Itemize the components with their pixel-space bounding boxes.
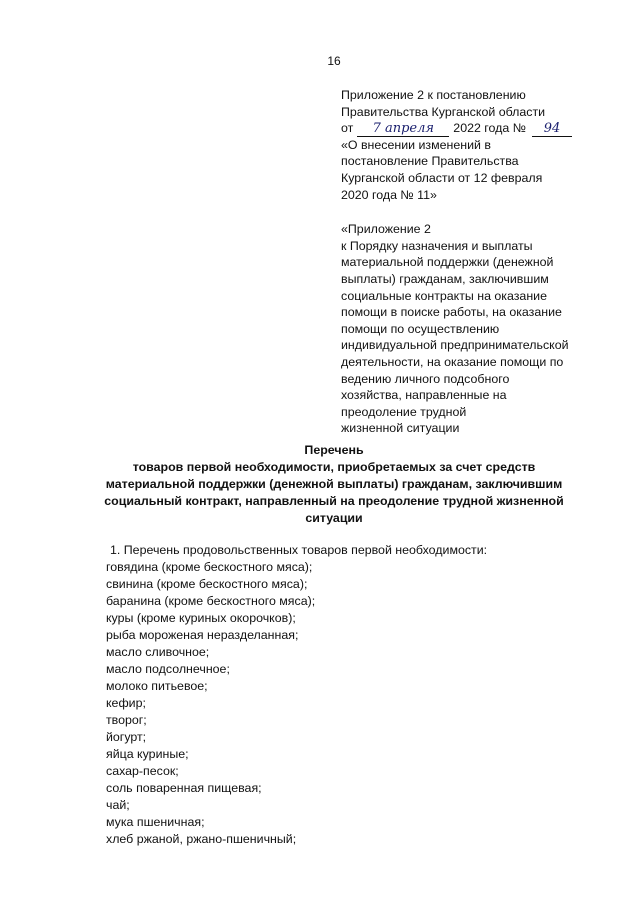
resolution-title-line: Курганской области от 12 февраля bbox=[341, 170, 543, 185]
appendix-header bbox=[341, 87, 621, 437]
list-item: йогурт; bbox=[106, 730, 147, 744]
sub-appendix-line: материальной поддержки (денежной bbox=[341, 255, 554, 270]
list-item: молоко питьевое; bbox=[106, 679, 208, 693]
sub-appendix-line: «Приложение 2 bbox=[341, 222, 431, 237]
sub-appendix-line: жизненной ситуации bbox=[341, 421, 460, 436]
title-line: Перечень bbox=[304, 443, 364, 457]
resolution-title-line: 2020 года № 11» bbox=[341, 187, 437, 202]
list-item: говядина (кроме бескостного мяса); bbox=[106, 560, 313, 574]
title-line: ситуации bbox=[305, 511, 363, 525]
sub-appendix-line: деятельности, на оказание помощи по bbox=[341, 354, 564, 369]
sub-appendix-line: социальные контракты на оказание bbox=[341, 288, 547, 303]
document-title bbox=[60, 442, 608, 527]
list-item: мука пшеничная; bbox=[106, 815, 205, 829]
sub-appendix-line: преодоление трудной bbox=[341, 404, 467, 419]
resolution-date-line bbox=[341, 120, 621, 137]
title-line: товаров первой необходимости, приобретаемых за счет средств bbox=[132, 460, 536, 474]
goods-list bbox=[108, 542, 588, 848]
resolution-title-line: «О внесении изменений в bbox=[341, 137, 491, 152]
sub-appendix-line: помощи по осуществлению bbox=[341, 321, 500, 336]
list-heading: 1. Перечень продовольственных товаров первой необходимости: bbox=[110, 543, 488, 557]
list-item: масло сливочное; bbox=[106, 645, 210, 659]
list-item: хлеб ржаной, ржано-пшеничный; bbox=[106, 832, 297, 846]
list-item: баранина (кроме бескостного мяса); bbox=[106, 594, 316, 608]
year-text: 2022 года № bbox=[453, 121, 527, 136]
appendix-line: Правительства Курганской области bbox=[341, 104, 546, 119]
list-item: свинина (кроме бескостного мяса); bbox=[106, 577, 308, 591]
list-items bbox=[108, 559, 588, 848]
page-number: 16 bbox=[327, 54, 341, 68]
list-item: сахар-песок; bbox=[106, 764, 179, 778]
sub-appendix-line: индивидуальной предпринимательской bbox=[341, 338, 569, 353]
list-item: творог; bbox=[106, 713, 147, 727]
list-item: куры (кроме куриных окорочков); bbox=[106, 611, 296, 625]
title-line: материальной поддержки (денежной выплаты) гражданам, заключившим bbox=[105, 477, 563, 491]
list-item: соль поваренная пищевая; bbox=[106, 781, 262, 795]
sub-appendix-line: выплаты) гражданам, заключившим bbox=[341, 271, 549, 286]
sub-appendix-line: хозяйства, направленные на bbox=[341, 388, 507, 403]
list-item: масло подсолнечное; bbox=[106, 662, 230, 676]
list-item: кефир; bbox=[106, 696, 146, 710]
sub-appendix-line: к Порядку назначения и выплаты bbox=[341, 238, 533, 253]
handwritten-number: 94 bbox=[532, 121, 572, 137]
sub-appendix-line: ведению личного подсобного bbox=[341, 371, 510, 386]
title-line: социальный контракт, направленный на преодоление трудной жизненной bbox=[104, 494, 564, 508]
list-item: рыба мороженая неразделанная; bbox=[106, 628, 299, 642]
sub-appendix-line: помощи в поиске работы, на оказание bbox=[341, 305, 562, 320]
date-prefix: от bbox=[341, 121, 354, 136]
appendix-line: Приложение 2 к постановлению bbox=[341, 88, 526, 102]
handwritten-date: 7 апреля bbox=[357, 121, 449, 137]
list-item: яйца куриные; bbox=[106, 747, 189, 761]
resolution-title-line: постановление Правительства bbox=[341, 154, 519, 169]
list-item: чай; bbox=[106, 798, 130, 812]
